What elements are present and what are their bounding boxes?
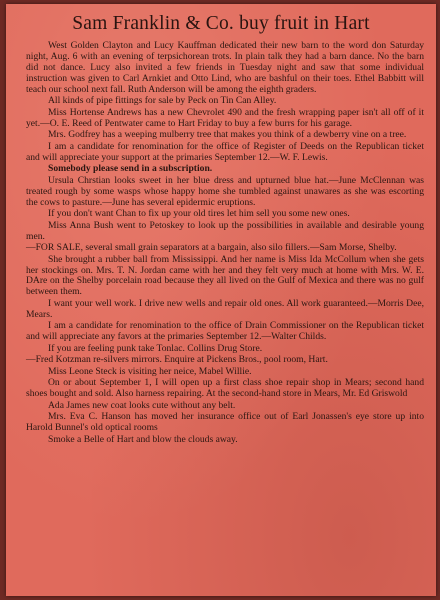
article-body: [26, 41, 424, 446]
newspaper-clipping: [6, 4, 436, 596]
paragraph: If you are feeling punk take Tonlac. Collins Drug Store.: [48, 342, 263, 354]
paragraph: On or about September 1, I will open up a first class shoe repair shop in Mears; second hand shoes bought and sold. Also harness repairing. At the second-hand store in Mears, Mr. Ed Griswold: [26, 377, 424, 400]
paragraph: I am a candidate for renomination to the office of Drain Commissioner on the Republican ticket and will appreciate any favors at the primaries September 12.—Walter Childs.: [26, 320, 424, 343]
paragraph: —Fred Kotzman re-silvers mirrors. Enquire at Pickens Bros., pool room, Hart.: [26, 354, 328, 366]
paragraph: All kinds of pipe fittings for sale by Peck on Tin Can Alley.: [48, 95, 277, 107]
paragraph: —FOR SALE, several small grain separators at a bargain, also silo fillers.—Sam Morse, Shelby.: [26, 242, 397, 254]
paragraph: West Golden Clayton and Lucy Kauffman dedicated their new barn to the word don Saturday night, Aug. 6 with an evening of terpsichorean trots. In plain talk they had a barn dance. No the barn did not dance. Lucy also invited a few friends in Tuesday night and saw that some individual instruction was given to Carl Arnkiet and Otto Lind, who are bashful on their toes. Ethel Babbitt will teach our school next fall. Ruth Anderson will be among the eighth graders.: [26, 40, 424, 95]
paragraph: If you don't want Chan to fix up your old tires let him sell you some new ones.: [48, 208, 350, 220]
paragraph: Ursula Chrstian looks sweet in her blue dress and upturned blue hat.—June McClennan was treated rough by some wasps whose happy home she tumbled against unawares as she was escorting the cows to pasture.—June has several epidermic eruptions.: [26, 174, 424, 208]
paragraph: I want your well work. I drive new wells and repair old ones. All work guaranteed.—Morris Dee, Mears.: [26, 297, 424, 320]
paragraph: Miss Hortense Andrews has a new Chevrolet 490 and the fresh wrapping paper isn't all off of it yet.—O. E. Reed of Pentwater came to Hart Friday to buy a few burrs for his garage.: [26, 106, 424, 129]
paragraph: Mrs. Eva C. Hanson has moved her insurance office out of Earl Jonassen's eye store up into Harold Bunnel's old optical rooms: [26, 411, 424, 434]
headline: Sam Franklin & Co. buy fruit in Hart: [72, 13, 370, 34]
paragraph: Smoke a Belle of Hart and blow the clouds away.: [48, 433, 238, 445]
paragraph: Mrs. Godfrey has a weeping mulberry tree that makes you think of a dewberry vine on a tree.: [48, 129, 407, 141]
paragraph: I am a candidate for renomination for the office of Register of Deeds on the Republican ticket and will appreciate your support at the primaries September 12.—W. F. Lewis.: [26, 140, 424, 163]
paragraph: Miss Anna Bush went to Petoskey to look up the possibilities in available and desirable young men.: [26, 219, 424, 242]
paragraph: She brought a rubber ball from Mississippi. And her name is Miss Ida McCollum when she gets her stockings on. Mrs. T. N. Jordan came with her and they felt very much at home with Mrs. W. E. DAre on the Shelby porcelain road because they all lived on the Gulf of Mexica and there was no gulf between them.: [26, 253, 424, 298]
paragraph: Miss Leone Steck is visiting her neice, Mabel Willie.: [48, 365, 252, 377]
paragraph: Ada James new coat looks cute without any belt.: [48, 399, 236, 411]
paragraph: Somebody please send in a subscription.: [48, 163, 213, 175]
